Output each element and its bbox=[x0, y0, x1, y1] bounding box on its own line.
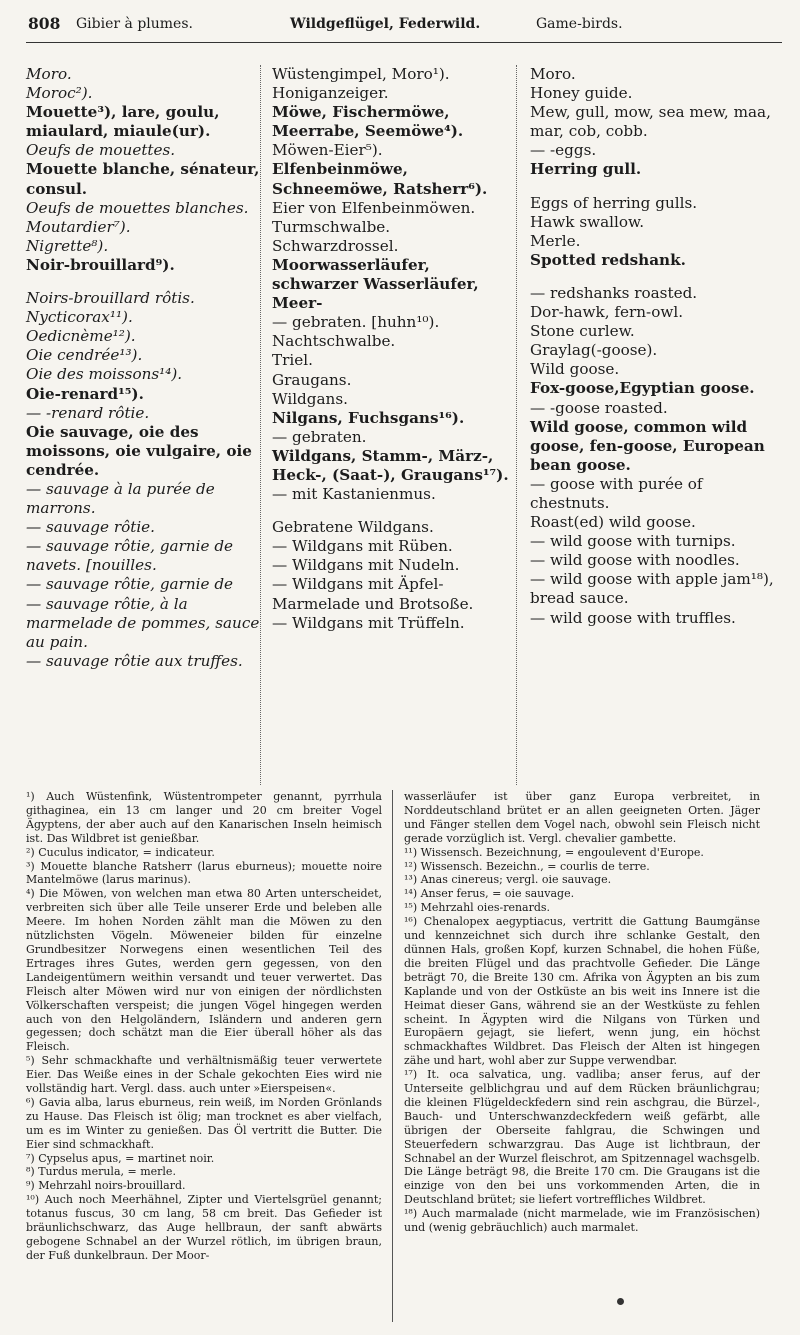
english-entry: — -goose roasted. bbox=[530, 398, 668, 417]
french-entry: Oeufs de mouettes. bbox=[26, 141, 176, 160]
french-entry: — sauvage rôtie, à la marmelade de pommes, sauce au pain. bbox=[26, 594, 260, 651]
english-entry: — wild goose with apple jam¹⁸), bread sauce. bbox=[530, 570, 774, 608]
footnote: ¹³) Anas cinereus; vergl. oie sauvage. bbox=[404, 873, 612, 887]
footnote: ⁸) Turdus merula, = merle. bbox=[26, 1165, 176, 1179]
german-entry: — Wildgans mit Nudeln. bbox=[272, 556, 460, 575]
footnote: ⁴) Die Möwen, von welchen man etwa 80 Arten unterscheidet, verbreiten sich über alle Teile unserer Erde und beleben alle Meere. Im hohen Norden zählt man die Möwen zu den nützlichsten Vögeln. Möweneier bilden für einzelne Grundbesitzer Norwegens einen wesentlichen Teil des Ertrages ihres Gutes, werden gern gegessen, von den Landeigentümern weithin versandt und teuer verwertet. Das Fleisch alter Möwen wird nur von einigen der nördlichsten Völkerschaften verspeist; die jungen Vögel hingegen werden auch von den Helgoländern, Isländern und anderen gern gegessen; doch schätzt man die Eier überall höher als das Fleisch. bbox=[26, 887, 382, 1054]
footnote: ¹⁶) Chenalopex aegyptiacus, vertritt die Gattung Baumgänse und kennzeichnet sich durch ihre schlanke Gestalt, den dünnen Hals, großen Kopf, kurzen Schnabel, die hohen Füße, die breiten Flügel und das prachtvolle Gefieder. Die Länge beträgt 70, die Breite 130 cm. Afrika von Ägypten an bis zum Kaplande und von der Ostküste an bis weit ins Innere ist die Heimat dieser Gans, während sie an der Westküste zu fehlen scheint. In Ägypten wird die Nilgans von Türken und Europäern gejagt, sie liefert, wenn jung, ein höchst schmackhaftes Wildbret. Das Fleisch der Alten ist hingegen zähe und hart, wohl aber zur Suppe verwendbar. bbox=[404, 915, 760, 1068]
entry-gap bbox=[26, 275, 262, 289]
english-entry: Merle. bbox=[530, 231, 581, 250]
german-entry: Nilgans, Fuchsgans¹⁶). bbox=[272, 408, 465, 427]
footnote: ¹⁴) Anser ferus, = oie sauvage. bbox=[404, 887, 575, 901]
english-entry: — goose with purée of chestnuts. bbox=[530, 474, 703, 512]
english-column bbox=[520, 65, 782, 628]
entry-gap bbox=[272, 504, 520, 518]
page-number: 808 bbox=[28, 14, 61, 33]
german-entry: Moorwasserläufer, schwarzer Wasserläufer, Meer- bbox=[272, 255, 479, 313]
german-entry: Honiganzeiger. bbox=[272, 84, 389, 103]
english-entry: Dor-hawk, fern-owl. bbox=[530, 303, 684, 322]
footnote: ¹²) Wissensch. Bezeichn., = courlis de terre. bbox=[404, 859, 650, 873]
footnote: ⁷) Cypselus apus, = martinet noir. bbox=[26, 1151, 215, 1165]
german-entry: Turmschwalbe. bbox=[272, 217, 391, 236]
page-header bbox=[26, 14, 782, 40]
footnote: ⁹) Mehrzahl noirs-brouillard. bbox=[26, 1179, 186, 1193]
french-entry: Moro. bbox=[26, 65, 72, 83]
footnote: ⁶) Gavia alba, larus eburneus, rein weiß, im Norden Grönlands zu Hause. Das Fleisch ist ölig; man trocknet es aber vielfach, um es im Winter zu genießen. Das Öl vertritt die Butter. Die Eier sind schmackhaft. bbox=[26, 1095, 382, 1151]
entry-columns bbox=[26, 65, 782, 791]
footnote: ¹⁰) Auch noch Meerhähnel, Zipter und Viertelsgrüel genannt; totanus fuscus, 30 cm lang, 58 cm breit. Das Gefieder ist bräunlichschwarz, das Auge hellbraun, der sanft abwärts gebogene Schnabel an der Wurzel rötlich, im übrigen braun, der Fuß dunkelbraun. Der Moor- bbox=[26, 1193, 382, 1262]
german-column bbox=[262, 65, 520, 633]
french-entry: Noirs-brouillard rôtis. bbox=[26, 289, 195, 308]
german-entry: Wildgans. bbox=[272, 389, 348, 408]
french-entry: — sauvage rôtie, garnie de bbox=[26, 575, 234, 594]
french-column bbox=[26, 65, 262, 671]
footnote: ³) Mouette blanche Ratsherr (larus eburneus); mouette noire Mantelmöwe (larus marinus). bbox=[26, 859, 382, 887]
english-entry: Stone curlew. bbox=[530, 322, 635, 341]
french-entry: Oedicnème¹²). bbox=[26, 327, 136, 346]
french-entry: Oie des moissons¹⁴). bbox=[26, 365, 183, 384]
french-entry: — sauvage rôtie. bbox=[26, 518, 155, 537]
header-rule bbox=[26, 42, 782, 43]
english-entry: — wild goose with truffles. bbox=[530, 608, 736, 627]
french-entry: Nigrette⁸). bbox=[26, 236, 109, 255]
english-entry: Mew, gull, mow, sea mew, maa, mar, cob, cobb. bbox=[530, 103, 771, 141]
french-entry: Oie sauvage, oie des moissons, oie vulgaire, oie cendrée. bbox=[26, 422, 252, 479]
footnote-divider bbox=[392, 790, 393, 1322]
german-entry: Eier von Elfenbeinmöwen. bbox=[272, 198, 476, 217]
dictionary-page bbox=[26, 14, 782, 791]
footnote: ⁵) Sehr schmackhafte und verhältnismäßig teuer verwertete Eier. Das Weiße eines in der Schale gekochten Eies wird nie vollständig hart. Vergl. dass. auch unter »Eierspeisen«. bbox=[26, 1054, 382, 1096]
header-english: Game-birds. bbox=[536, 16, 623, 32]
english-entry: Herring gull. bbox=[530, 160, 642, 179]
french-entry: Mouette³), lare, goulu, miaulard, miaule(ur). bbox=[26, 103, 220, 141]
english-entry: Wild goose, common wild goose, fen-goose, European bean goose. bbox=[530, 417, 765, 474]
entry-gap bbox=[530, 270, 782, 284]
footnote: ¹⁸) Auch marmalade (nicht marmelade, wie im Französischen) und (wenig gebräuchlich) auch marmalet. bbox=[404, 1207, 760, 1235]
english-entry: Hawk swallow. bbox=[530, 212, 645, 231]
german-entry: — Wildgans mit Trüffeln. bbox=[272, 613, 465, 632]
english-entry: Moro. bbox=[530, 65, 576, 83]
printer-mark bbox=[617, 1298, 624, 1305]
french-entry: Nycticorax¹¹). bbox=[26, 308, 133, 327]
french-entry: — -renard rôtie. bbox=[26, 403, 150, 422]
french-entry: Noir-brouillard⁹). bbox=[26, 255, 175, 274]
german-entry: Möwe, Fischermöwe, Meerrabe, Seemöwe⁴). bbox=[272, 103, 464, 141]
french-entry: Oie cendrée¹³). bbox=[26, 346, 143, 365]
footnote: wasserläufer ist über ganz Europa verbreitet, in Norddeutschland brütet er an allen geeigneten Orten. Jäger und Fänger stellen dem Vogel nach, obwohl sein Fleisch nicht gerade vorzüglich ist. Vergl. chevalier gambette. bbox=[404, 790, 760, 845]
german-entry: Wildgans, Stamm-, März-, Heck-, (Saat-), Graugans¹⁷). bbox=[272, 446, 509, 484]
german-entry: Graugans. bbox=[272, 370, 352, 389]
english-entry: — wild goose with noodles. bbox=[530, 551, 740, 570]
german-entry: Elfenbeinmöwe, Schneemöwe, Ratsherr⁶). bbox=[272, 160, 488, 198]
german-entry: Wüstengimpel, Moro¹). bbox=[272, 65, 450, 83]
english-entry: — -eggs. bbox=[530, 141, 597, 160]
english-entry: Wild goose. bbox=[530, 360, 620, 379]
header-french: Gibier à plumes. bbox=[76, 16, 193, 32]
german-entry: — Wildgans mit Rüben. bbox=[272, 537, 453, 556]
german-entry: — gebraten. bbox=[272, 427, 367, 446]
english-entry: Spotted redshank. bbox=[530, 250, 686, 269]
french-entry: — sauvage à la purée de marrons. bbox=[26, 479, 215, 518]
footnote: ²) Cuculus indicator, = indicateur. bbox=[26, 845, 215, 859]
french-entry: Oie-renard¹⁵). bbox=[26, 384, 144, 403]
german-entry: Möwen-Eier⁵). bbox=[272, 141, 383, 160]
german-entry: Schwarzdrossel. bbox=[272, 236, 399, 255]
english-entry: — wild goose with turnips. bbox=[530, 532, 736, 551]
english-entry: Eggs of herring gulls. bbox=[530, 193, 698, 212]
french-entry: Mouette blanche, sénateur, consul. bbox=[26, 160, 260, 198]
french-entry: — sauvage rôtie, garnie de navets. [nouilles. bbox=[26, 537, 234, 575]
german-entry: — mit Kastanienmus. bbox=[272, 485, 436, 504]
german-entry: Triel. bbox=[272, 351, 313, 370]
header-german: Wildgeflügel, Federwild. bbox=[290, 16, 481, 32]
german-entry: Nachtschwalbe. bbox=[272, 332, 396, 351]
footnotes-left-column bbox=[26, 790, 382, 1263]
english-entry: Fox-goose,Egyptian goose. bbox=[530, 379, 755, 398]
english-entry: Honey guide. bbox=[530, 84, 633, 103]
french-entry: — sauvage rôtie aux truffes. bbox=[26, 651, 243, 670]
german-entry: Gebratene Wildgans. bbox=[272, 518, 434, 537]
footnote: ¹⁵) Mehrzahl oies-renards. bbox=[404, 901, 551, 915]
french-entry: Moutardier⁷). bbox=[26, 217, 131, 236]
german-entry: — Wildgans mit Äpfel-Marmelade und Brotsoße. bbox=[272, 575, 474, 613]
french-entry: Oeufs de mouettes blanches. bbox=[26, 198, 249, 217]
footnote: ¹⁷) It. oca salvatica, ung. vadliba; anser ferus, auf der Unterseite gelblichgrau und auf dem Rücken bräunlichgrau; die kleinen Flügeldeckfedern sind rein aschgrau, die Bürzel-, Bauch- und Unterschwanzdeckfedern weiß gefärbt, alle übrigen der Oberseite fahlgrau, die Schwingen und Steuerfedern schwarzgrau. Das Auge ist lichtbraun, der Schnabel an der Wurzel fleischrot, am Spitzennagel wachsgelb. Die Länge beträgt 98, die Breite 170 cm. Die Graugans ist die einzige von den bei uns vorkommenden Arten, die in Deutschland brütet; sie liefert vortreffliches Wildbret. bbox=[404, 1068, 760, 1207]
footnote: ¹) Auch Wüstenfink, Wüstentrompeter genannt, pyrrhula githaginea, ein 13 cm langer und 20 cm breiter Vogel Ägyptens, der aber auch auf den Kanarischen Inseln heimisch ist. Das Wildbret ist genießbar. bbox=[26, 790, 382, 845]
french-entry: Moroc²). bbox=[26, 84, 93, 103]
footnotes-right-column bbox=[404, 790, 760, 1235]
entry-gap bbox=[530, 180, 782, 194]
english-entry: Graylag(-goose). bbox=[530, 341, 658, 360]
english-entry: Roast(ed) wild goose. bbox=[530, 513, 696, 532]
german-entry: — gebraten. [huhn¹⁰). bbox=[272, 313, 440, 332]
english-entry: — redshanks roasted. bbox=[530, 283, 698, 302]
footnote: ¹¹) Wissensch. Bezeichnung, = engoulevent d'Europe. bbox=[404, 845, 704, 859]
